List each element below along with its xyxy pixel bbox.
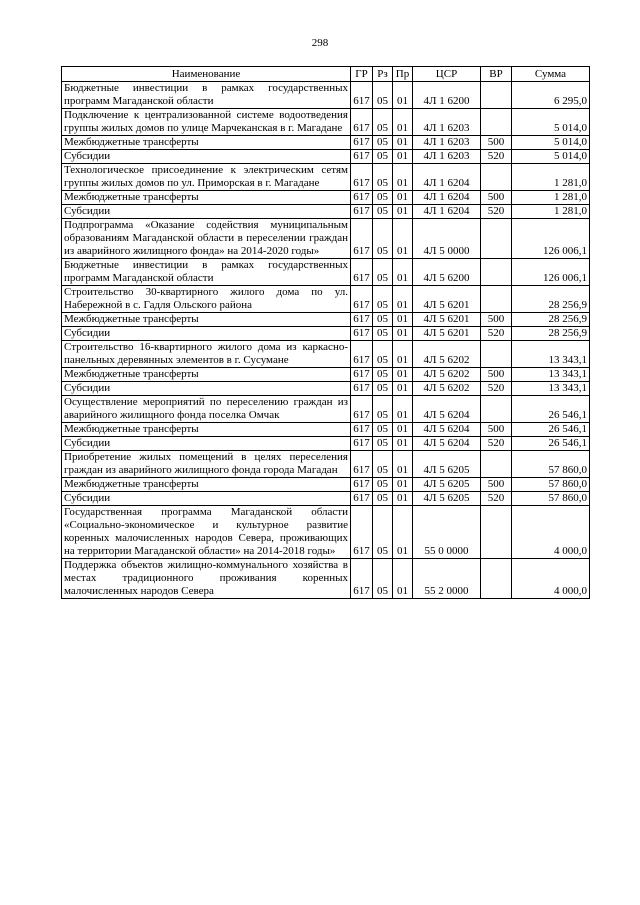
cell-vr xyxy=(481,219,512,259)
table-row xyxy=(62,341,590,368)
cell-sum: 26 546,1 xyxy=(512,396,590,423)
cell-sum: 6 295,0 xyxy=(512,82,590,109)
table-row xyxy=(62,396,590,423)
cell-name: Межбюджетные трансферты xyxy=(62,313,351,327)
cell-sum: 5 014,0 xyxy=(512,109,590,136)
cell-csr: 4Л 1 6204 xyxy=(413,191,481,205)
cell-pr: 01 xyxy=(393,423,413,437)
cell-pr: 01 xyxy=(393,286,413,313)
table-body xyxy=(62,82,590,599)
cell-gr: 617 xyxy=(351,219,373,259)
page-number: 298 xyxy=(311,37,329,49)
cell-sum: 57 860,0 xyxy=(512,451,590,478)
table-row xyxy=(62,136,590,150)
cell-name: Бюджетные инвестиции в рамках государственных программ Магаданской области xyxy=(62,82,351,109)
cell-csr: 4Л 5 6204 xyxy=(413,437,481,451)
cell-gr: 617 xyxy=(351,559,373,599)
cell-gr: 617 xyxy=(351,205,373,219)
table-row xyxy=(62,150,590,164)
cell-name: Поддержка объектов жилищно-коммунального хозяйства в местах традиционного проживания коренных малочисленных народов Севера xyxy=(62,559,351,599)
cell-gr: 617 xyxy=(351,451,373,478)
cell-pr: 01 xyxy=(393,150,413,164)
cell-pr: 01 xyxy=(393,109,413,136)
cell-gr: 617 xyxy=(351,396,373,423)
cell-gr: 617 xyxy=(351,478,373,492)
cell-gr: 617 xyxy=(351,164,373,191)
table-row xyxy=(62,259,590,286)
cell-pr: 01 xyxy=(393,164,413,191)
cell-sum: 5 014,0 xyxy=(512,136,590,150)
cell-csr: 4Л 1 6200 xyxy=(413,82,481,109)
cell-csr: 4Л 1 6203 xyxy=(413,109,481,136)
cell-sum: 28 256,9 xyxy=(512,286,590,313)
cell-sum: 28 256,9 xyxy=(512,313,590,327)
cell-sum: 4 000,0 xyxy=(512,506,590,559)
cell-csr: 4Л 5 6204 xyxy=(413,423,481,437)
cell-name: Субсидии xyxy=(62,327,351,341)
cell-csr: 55 0 0000 xyxy=(413,506,481,559)
cell-rz: 05 xyxy=(373,150,393,164)
cell-name: Межбюджетные трансферты xyxy=(62,136,351,150)
cell-rz: 05 xyxy=(373,191,393,205)
cell-sum: 1 281,0 xyxy=(512,191,590,205)
cell-vr: 520 xyxy=(481,150,512,164)
cell-rz: 05 xyxy=(373,164,393,191)
cell-csr: 4Л 5 6201 xyxy=(413,327,481,341)
cell-pr: 01 xyxy=(393,205,413,219)
cell-csr: 4Л 5 6205 xyxy=(413,451,481,478)
cell-rz: 05 xyxy=(373,396,393,423)
cell-vr xyxy=(481,82,512,109)
cell-csr: 55 2 0000 xyxy=(413,559,481,599)
cell-rz: 05 xyxy=(373,136,393,150)
cell-gr: 617 xyxy=(351,382,373,396)
cell-pr: 01 xyxy=(393,559,413,599)
cell-csr: 4Л 5 6205 xyxy=(413,478,481,492)
cell-name: Приобретение жилых помещений в целях переселения граждан из аварийного жилищного фонда города Магадан xyxy=(62,451,351,478)
cell-pr: 01 xyxy=(393,382,413,396)
table-row xyxy=(62,423,590,437)
cell-csr: 4Л 5 6200 xyxy=(413,259,481,286)
cell-sum: 126 006,1 xyxy=(512,259,590,286)
table-row xyxy=(62,559,590,599)
cell-sum: 13 343,1 xyxy=(512,382,590,396)
table-row xyxy=(62,327,590,341)
cell-sum: 26 546,1 xyxy=(512,437,590,451)
table-header-row xyxy=(62,67,590,82)
table-row xyxy=(62,313,590,327)
header-vr: ВР xyxy=(481,67,512,82)
cell-pr: 01 xyxy=(393,437,413,451)
cell-rz: 05 xyxy=(373,492,393,506)
cell-vr: 520 xyxy=(481,205,512,219)
cell-vr: 500 xyxy=(481,368,512,382)
table-row xyxy=(62,191,590,205)
cell-vr xyxy=(481,506,512,559)
cell-rz: 05 xyxy=(373,341,393,368)
cell-sum: 126 006,1 xyxy=(512,219,590,259)
cell-rz: 05 xyxy=(373,286,393,313)
cell-name: Бюджетные инвестиции в рамках государственных программ Магаданской области xyxy=(62,259,351,286)
cell-vr: 500 xyxy=(481,136,512,150)
table-row xyxy=(62,492,590,506)
cell-name: Субсидии xyxy=(62,382,351,396)
cell-vr: 520 xyxy=(481,492,512,506)
header-gr: ГР xyxy=(351,67,373,82)
cell-pr: 01 xyxy=(393,396,413,423)
cell-name: Субсидии xyxy=(62,150,351,164)
cell-rz: 05 xyxy=(373,109,393,136)
cell-pr: 01 xyxy=(393,191,413,205)
cell-vr xyxy=(481,451,512,478)
cell-sum: 1 281,0 xyxy=(512,164,590,191)
cell-vr: 520 xyxy=(481,437,512,451)
header-pr: Пр xyxy=(393,67,413,82)
cell-name: Государственная программа Магаданской области «Социально-экономическое и культурное развитие коренных малочисленных народов Севера, проживающих на территории Магаданской области» на 2014-2018 годы» xyxy=(62,506,351,559)
cell-gr: 617 xyxy=(351,437,373,451)
cell-vr: 500 xyxy=(481,423,512,437)
header-csr: ЦСР xyxy=(413,67,481,82)
cell-pr: 01 xyxy=(393,327,413,341)
cell-csr: 4Л 5 6202 xyxy=(413,382,481,396)
cell-csr: 4Л 5 6205 xyxy=(413,492,481,506)
cell-csr: 4Л 1 6203 xyxy=(413,136,481,150)
cell-rz: 05 xyxy=(373,313,393,327)
table-row xyxy=(62,205,590,219)
header-name: Наименование xyxy=(62,67,351,82)
cell-pr: 01 xyxy=(393,492,413,506)
cell-csr: 4Л 1 6203 xyxy=(413,150,481,164)
budget-table xyxy=(61,66,590,599)
cell-vr: 520 xyxy=(481,327,512,341)
cell-gr: 617 xyxy=(351,286,373,313)
cell-pr: 01 xyxy=(393,341,413,368)
cell-rz: 05 xyxy=(373,368,393,382)
cell-name: Субсидии xyxy=(62,205,351,219)
cell-name: Межбюджетные трансферты xyxy=(62,423,351,437)
cell-rz: 05 xyxy=(373,327,393,341)
cell-vr xyxy=(481,396,512,423)
cell-name: Подключение к централизованной системе водоотведения группы жилых домов по улице Марчеканская в г. Магадане xyxy=(62,109,351,136)
cell-gr: 617 xyxy=(351,259,373,286)
cell-vr: 520 xyxy=(481,382,512,396)
cell-rz: 05 xyxy=(373,82,393,109)
cell-sum: 28 256,9 xyxy=(512,327,590,341)
cell-gr: 617 xyxy=(351,492,373,506)
cell-rz: 05 xyxy=(373,437,393,451)
header-rz: Рз xyxy=(373,67,393,82)
cell-sum: 57 860,0 xyxy=(512,478,590,492)
cell-name: Подпрограмма «Оказание содействия муниципальным образованиям Магаданской области в переселении граждан из аварийного жилищного фонда» на 2014-2020 годы» xyxy=(62,219,351,259)
cell-name: Межбюджетные трансферты xyxy=(62,191,351,205)
cell-vr xyxy=(481,259,512,286)
cell-sum: 4 000,0 xyxy=(512,559,590,599)
cell-vr xyxy=(481,341,512,368)
cell-csr: 4Л 5 6202 xyxy=(413,368,481,382)
cell-sum: 57 860,0 xyxy=(512,492,590,506)
cell-vr: 500 xyxy=(481,478,512,492)
cell-pr: 01 xyxy=(393,368,413,382)
cell-gr: 617 xyxy=(351,109,373,136)
cell-pr: 01 xyxy=(393,219,413,259)
cell-gr: 617 xyxy=(351,191,373,205)
cell-gr: 617 xyxy=(351,82,373,109)
cell-name: Строительство 16-квартирного жилого дома из каркасно-панельных деревянных элементов в г. Сусумане xyxy=(62,341,351,368)
cell-sum: 13 343,1 xyxy=(512,341,590,368)
cell-name: Осуществление мероприятий по переселению граждан из аварийного жилищного фонда поселка Омчак xyxy=(62,396,351,423)
cell-name: Субсидии xyxy=(62,492,351,506)
cell-gr: 617 xyxy=(351,150,373,164)
cell-rz: 05 xyxy=(373,259,393,286)
cell-name: Строительство 30-квартирного жилого дома по ул. Набережной в с. Гадля Ольского района xyxy=(62,286,351,313)
table-row xyxy=(62,506,590,559)
cell-sum: 5 014,0 xyxy=(512,150,590,164)
table-row xyxy=(62,382,590,396)
header-sum: Сумма xyxy=(512,67,590,82)
cell-gr: 617 xyxy=(351,423,373,437)
cell-csr: 4Л 1 6204 xyxy=(413,164,481,191)
cell-pr: 01 xyxy=(393,82,413,109)
cell-pr: 01 xyxy=(393,451,413,478)
cell-csr: 4Л 5 0000 xyxy=(413,219,481,259)
cell-gr: 617 xyxy=(351,327,373,341)
cell-csr: 4Л 5 6204 xyxy=(413,396,481,423)
cell-rz: 05 xyxy=(373,451,393,478)
cell-sum: 13 343,1 xyxy=(512,368,590,382)
cell-csr: 4Л 5 6201 xyxy=(413,313,481,327)
cell-pr: 01 xyxy=(393,506,413,559)
table-row xyxy=(62,286,590,313)
table-row xyxy=(62,368,590,382)
cell-vr: 500 xyxy=(481,191,512,205)
cell-csr: 4Л 5 6202 xyxy=(413,341,481,368)
cell-name: Субсидии xyxy=(62,437,351,451)
cell-pr: 01 xyxy=(393,259,413,286)
cell-name: Межбюджетные трансферты xyxy=(62,368,351,382)
cell-vr xyxy=(481,286,512,313)
cell-gr: 617 xyxy=(351,313,373,327)
cell-gr: 617 xyxy=(351,368,373,382)
cell-rz: 05 xyxy=(373,423,393,437)
cell-pr: 01 xyxy=(393,313,413,327)
table-row xyxy=(62,437,590,451)
cell-gr: 617 xyxy=(351,506,373,559)
cell-rz: 05 xyxy=(373,506,393,559)
cell-gr: 617 xyxy=(351,341,373,368)
table-row xyxy=(62,451,590,478)
cell-csr: 4Л 1 6204 xyxy=(413,205,481,219)
cell-rz: 05 xyxy=(373,219,393,259)
table-row xyxy=(62,109,590,136)
cell-gr: 617 xyxy=(351,136,373,150)
cell-rz: 05 xyxy=(373,478,393,492)
cell-pr: 01 xyxy=(393,136,413,150)
table-row xyxy=(62,82,590,109)
cell-pr: 01 xyxy=(393,478,413,492)
cell-rz: 05 xyxy=(373,382,393,396)
cell-name: Технологическое присоединение к электрическим сетям группы жилых домов по ул. Приморская в г. Магадане xyxy=(62,164,351,191)
cell-vr: 500 xyxy=(481,313,512,327)
cell-csr: 4Л 5 6201 xyxy=(413,286,481,313)
cell-rz: 05 xyxy=(373,559,393,599)
cell-vr xyxy=(481,109,512,136)
table-row xyxy=(62,164,590,191)
cell-sum: 1 281,0 xyxy=(512,205,590,219)
cell-vr xyxy=(481,559,512,599)
cell-name: Межбюджетные трансферты xyxy=(62,478,351,492)
cell-sum: 26 546,1 xyxy=(512,423,590,437)
table-row xyxy=(62,219,590,259)
cell-vr xyxy=(481,164,512,191)
cell-rz: 05 xyxy=(373,205,393,219)
table-row xyxy=(62,478,590,492)
